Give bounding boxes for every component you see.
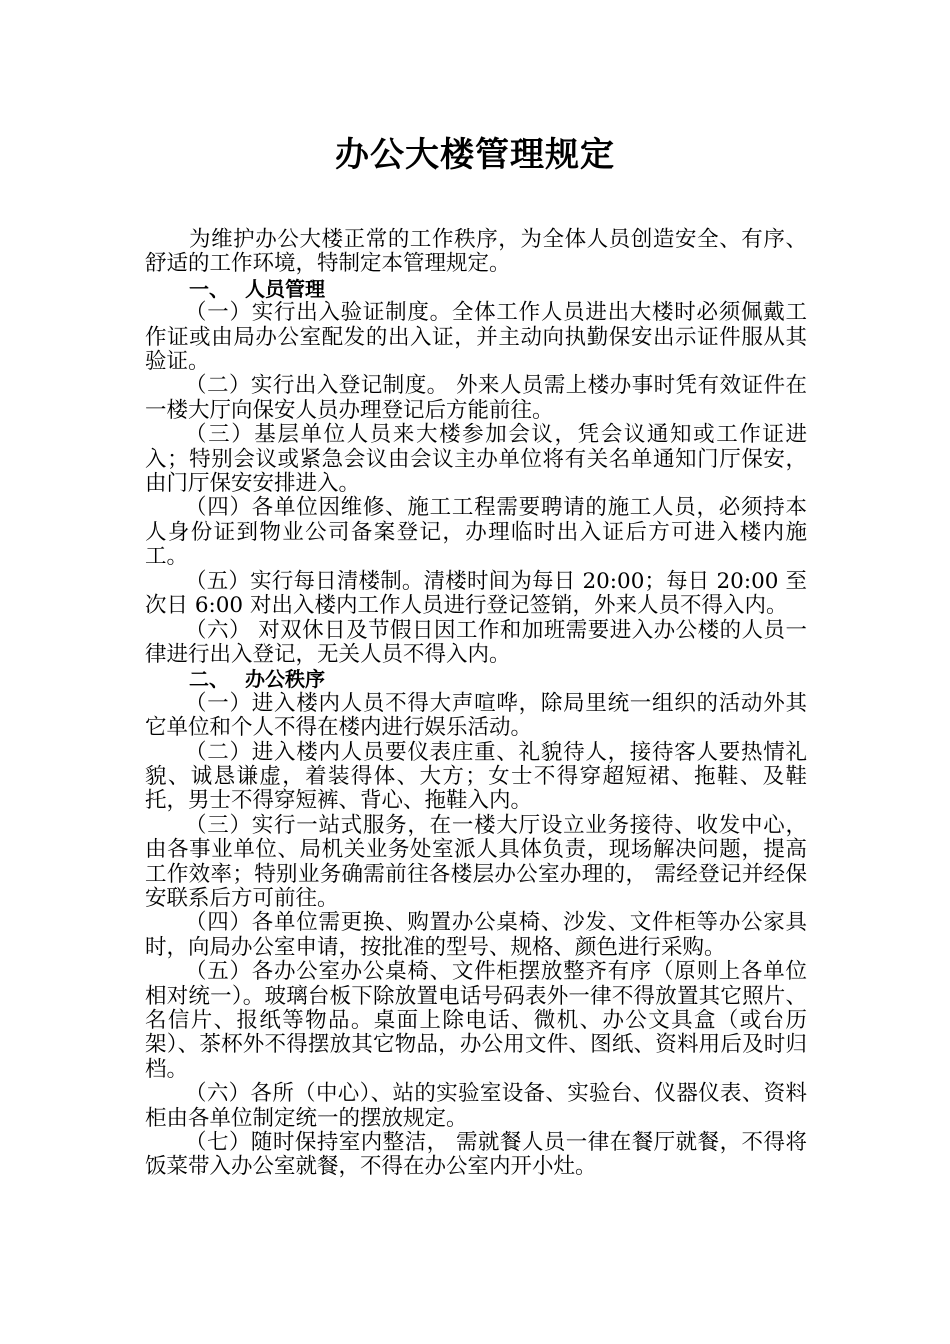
document-body: [145, 228, 807, 1180]
section-heading-2: [145, 667, 807, 691]
intro-paragraph: 为维护办公大楼正常的工作秩序，为全体人员创造安全、有序、舒适的工作环境，特制定本管理规定。: [145, 227, 807, 277]
section-2-item-2: （二）进入楼内人员要仪表庄重、礼貌待人，接待客人要热情礼貌、诚恳谦虚，着装得体、大方；女士不得穿超短裙、拖鞋、及鞋托，男士不得穿短裤、背心、拖鞋入内。: [145, 739, 807, 814]
section-2-item-1: （一）进入楼内人员不得大声喧哗，除局里统一组织的活动外其它单位和个人不得在楼内进行娱乐活动。: [145, 690, 807, 741]
section-1-item-2: （二）实行出入登记制度。 外来人员需上楼办事时凭有效证件在一楼大厅向保安人员办理登记后方能前往。: [145, 373, 807, 423]
section-1-item-4: （四）各单位因维修、施工工程需要聘请的施工人员，必须持本人身份证到物业公司备案登记，办理临时出入证后方可进入楼内施工。: [145, 495, 807, 570]
section-number: 一、: [189, 276, 229, 301]
section-number: 二、: [189, 667, 229, 692]
section-title: 办公秩序: [245, 667, 325, 692]
section-2-item-6: （六）各所（中心）、站的实验室设备、实验台、仪器仪表、资料柜由各单位制定统一的摆放规定。: [145, 1081, 807, 1131]
section-2-item-4: （四）各单位需更换、购置办公桌椅、沙发、文件柜等办公家具时，向局办公室申请，按批准的型号、规格、颜色进行采购。: [145, 910, 807, 960]
section-2-item-3: （三）实行一站式服务，在一楼大厅设立业务接待、收发中心，由各事业单位、局机关业务处室派人具体负责，现场解决问题，提高工作效率；特别业务确需前往各楼层办公室办理的， 需经登记并经保安联系后方可前往。: [145, 812, 807, 911]
section-1-item-1: （一）实行出入验证制度。全体工作人员进出大楼时必须佩戴工作证或由局办公室配发的出入证，并主动向执勤保安出示证件服从其验证。: [145, 300, 807, 375]
document-title: 办公大楼管理规定: [335, 135, 615, 175]
section-1-item-3: （三）基层单位人员来大楼参加会议，凭会议通知或工作证进入；特别会议或紧急会议由会议主办单位将有关名单通知门厅保安，由门厅保安安排进入。: [145, 422, 807, 497]
section-heading-1: [145, 277, 807, 301]
section-1-item-6: （六） 对双休日及节假日因工作和加班需要进入办公楼的人员一律进行出入登记，无关人员不得入内。: [145, 617, 807, 667]
section-2-item-7: （七）随时保持室内整洁， 需就餐人员一律在餐厅就餐，不得将饭菜带入办公室就餐，不得在办公室内开小灶。: [145, 1130, 807, 1180]
section-2-item-5: （五）各办公室办公桌椅、文件柜摆放整齐有序（原则上各单位相对统一）。玻璃台板下除放置电话号码表外一律不得放置其它照片、名信片、报纸等物品。桌面上除电话、微机、办公文具盒（或台历架）、茶杯外不得摆放其它物品，办公用文件、图纸、资料用后及时归档。: [145, 959, 807, 1082]
section-title: 人员管理: [245, 276, 325, 301]
section-1-item-5: （五）实行每日清楼制。清楼时间为每日 20:00；每日 20:00 至次日 6:00 对出入楼内工作人员进行登记签销，外来人员不得入内。: [145, 568, 807, 619]
